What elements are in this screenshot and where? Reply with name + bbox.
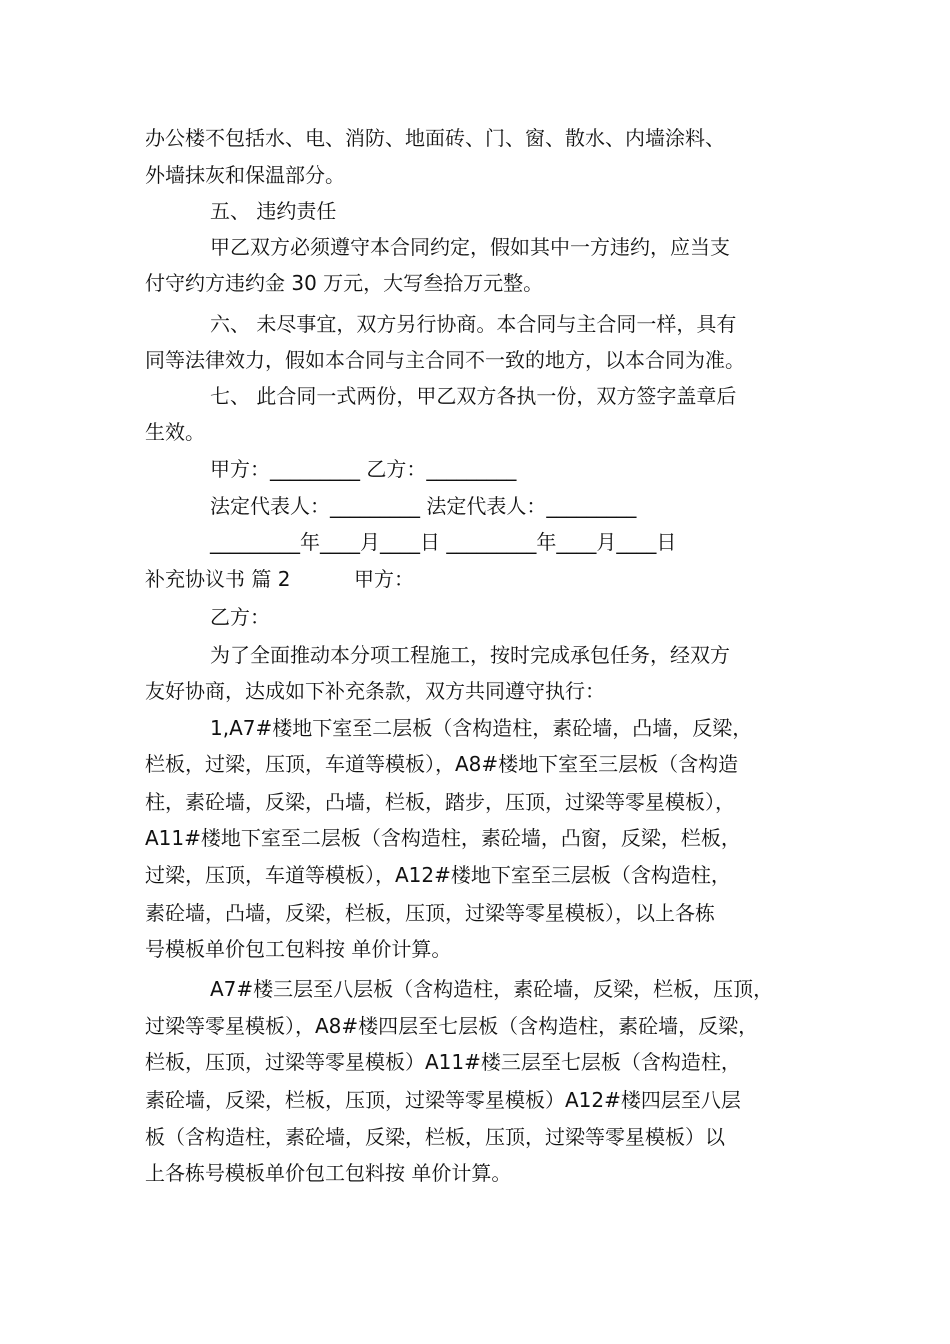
text-line: 板（含构造柱，素砼墙，反梁，栏板，压顶，过梁等零星模板）以 bbox=[145, 1125, 725, 1149]
text-line: 过梁，压顶，车道等模板），A12#楼地下室至三层板（含构造柱， bbox=[145, 863, 731, 887]
text-line: 七、 此合同一式两份，甲乙双方各执一份，双方签字盖章后 bbox=[210, 384, 737, 408]
signature-date-line: _________年____月____日 _________年____月____日 bbox=[210, 530, 677, 554]
text-line: 生效。 bbox=[145, 420, 205, 444]
text-line: 乙方： bbox=[210, 605, 270, 629]
text-line: 外墙抹灰和保温部分。 bbox=[145, 163, 345, 187]
text-line: 甲乙双方必须遵守本合同约定，假如其中一方违约，应当支 bbox=[210, 235, 730, 259]
text-line: 素砼墙，凸墙，反梁，栏板，压顶，过梁等零星模板），以上各栋 bbox=[145, 901, 715, 925]
text-line: 友好协商，达成如下补充条款，双方共同遵守执行： bbox=[145, 679, 605, 703]
signature-party-line: 甲方：_________ 乙方：_________ bbox=[210, 457, 517, 481]
signature-representative-line: 法定代表人：_________ 法定代表人：_________ bbox=[210, 494, 637, 518]
text-line: 栏板，压顶，过梁等零星模板）A11#楼三层至七层板（含构造柱， bbox=[145, 1050, 741, 1074]
text-line: 同等法律效力，假如本合同与主合同不一致的地方，以本合同为准。 bbox=[145, 348, 745, 372]
text-line: 号模板单价包工包料按 单价计算。 bbox=[145, 937, 452, 961]
text-line: 六、 未尽事宜，双方另行协商。本合同与主合同一样，具有 bbox=[210, 312, 737, 336]
text-line: 素砼墙，反梁，栏板，压顶，过梁等零星模板）A12#楼四层至八层 bbox=[145, 1088, 741, 1112]
text-line: 栏板，过梁，压顶，车道等模板），A8#楼地下室至三层板（含构造 bbox=[145, 752, 739, 776]
text-line: 为了全面推动本分项工程施工，按时完成承包任务，经双方 bbox=[210, 643, 730, 667]
text-line: 付守约方违约金 30 万元，大写叁拾万元整。 bbox=[145, 271, 544, 295]
text-line: 上各栋号模板单价包工包料按 单价计算。 bbox=[145, 1161, 512, 1185]
text-line: 办公楼不包括水、电、消防、地面砖、门、窗、散水、内墙涂料、 bbox=[145, 126, 725, 150]
text-line: 1,A7#楼地下室至二层板（含构造柱，素砼墙，凸墙，反梁， bbox=[210, 716, 753, 740]
agreement-title-line: 补充协议书 篇 2 甲方： bbox=[145, 567, 415, 591]
text-line: A7#楼三层至八层板（含构造柱，素砼墙，反梁，栏板，压顶， bbox=[210, 977, 774, 1001]
section-heading: 五、 违约责任 bbox=[210, 199, 337, 223]
text-line: 柱，素砼墙，反梁，凸墙，栏板，踏步，压顶，过梁等零星模板）， bbox=[145, 790, 735, 814]
text-line: A11#楼地下室至二层板（含构造柱，素砼墙，凸窗，反梁，栏板， bbox=[145, 826, 741, 850]
text-line: 过梁等零星模板），A8#楼四层至七层板（含构造柱，素砼墙，反梁， bbox=[145, 1014, 759, 1038]
